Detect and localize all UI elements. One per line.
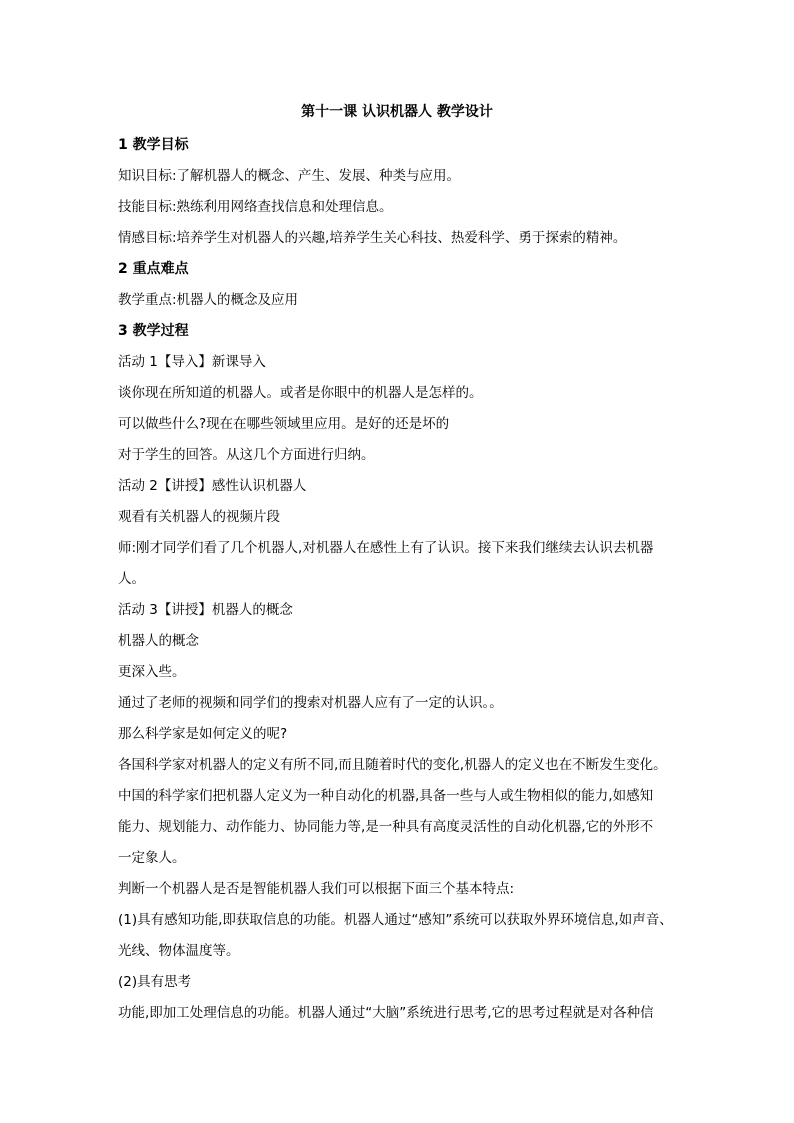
body-text-line: (1)具有感知功能,即获取信息的功能。机器人通过“感知”系统可以获取外界环境信息,如声音、 [118,912,673,928]
body-text-line: 可以做些什么?现在在哪些领域里应用。是好的还是坏的 [118,416,450,432]
body-text-line: 知识目标:了解机器人的概念、产生、发展、种类与应用。 [118,168,461,184]
body-text-line: 对于学生的回答。从这几个方面进行归纳。 [118,447,375,463]
body-text-line: 光线、物体温度等。 [118,943,240,959]
body-text-line: 通过了老师的视频和同学们的搜索对机器人应有了一定的认识。。 [118,695,503,711]
body-text-line: 能力、规划能力、动作能力、协同能力等,是一种具有高度灵活性的自动化机器,它的外形不 [118,819,654,835]
body-text-line: 情感目标:培养学生对机器人的兴趣,培养学生关心科技、热爱科学、勇于探索的精神。 [118,230,627,246]
body-text-line: 那么科学家是如何定义的呢? [118,726,288,742]
body-text-line: 人。 [118,571,145,587]
body-text-line: 师:刚才同学们看了几个机器人,对机器人在感性上有了认识。接下来我们继续去认识去机器 [118,540,654,556]
body-text-line: 功能,即加工处理信息的功能。机器人通过“大脑”系统进行思考,它的思考过程就是对各种信 [118,1005,654,1021]
section-heading: 2 重点难点 [118,261,189,277]
body-text-line: 机器人的概念 [118,633,199,649]
body-text-line: 观看有关机器人的视频片段 [118,509,280,525]
body-text-line: 活动 1【导入】新课导入 [118,354,266,370]
body-text-line: 谈你现在所知道的机器人。或者是你眼中的机器人是怎样的。 [118,385,483,401]
section-heading: 1 教学目标 [118,137,189,153]
body-text-line: 活动 3【讲授】机器人的概念 [118,602,293,618]
body-text-line: 教学重点:机器人的概念及应用 [118,292,299,308]
body-text-line: 技能目标:熟练利用网络查找信息和处理信息。 [118,199,393,215]
body-text-line: 一定象人。 [118,850,186,866]
body-text-line: (2)具有思考 [118,974,192,990]
document-body [118,130,688,1029]
document-title: 第十一课 认识机器人 教学设计 [301,104,493,120]
body-text-line: 活动 2【讲授】感性认识机器人 [118,478,307,494]
body-text-line: 更深入些。 [118,664,186,680]
section-heading: 3 教学过程 [118,323,189,339]
body-text-line: 各国科学家对机器人的定义有所不同,而且随着时代的变化,机器人的定义也在不断发生变化。 [118,757,667,773]
body-text-line: 中国的科学家们把机器人定义为一种自动化的机器,具备一些与人或生物相似的能力,如感知 [118,788,654,804]
body-text-line: 判断一个机器人是否是智能机器人我们可以根据下面三个基本特点: [118,881,515,897]
